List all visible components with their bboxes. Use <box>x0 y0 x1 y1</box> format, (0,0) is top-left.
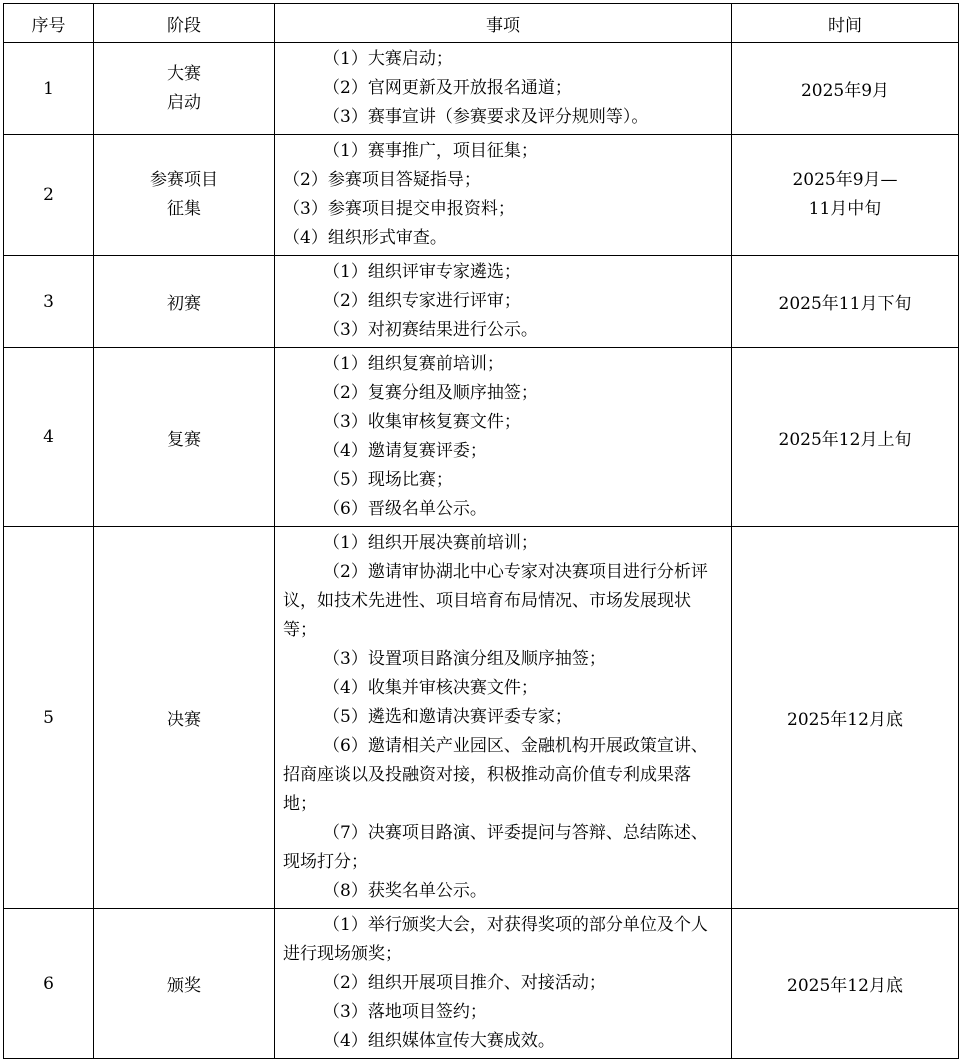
row-items <box>275 527 732 909</box>
item-line: （4）收集并审核决赛文件； <box>323 678 538 698</box>
header-no: 序号 <box>4 4 94 43</box>
table-row <box>4 43 959 135</box>
header-time: 时间 <box>732 4 959 43</box>
row-stage <box>94 135 275 256</box>
item-line: （3）对初赛结果进行公示。 <box>323 320 538 340</box>
item-line: （4）组织形式审查。 <box>283 228 447 248</box>
row-stage <box>94 43 275 135</box>
header-stage: 阶段 <box>94 4 275 43</box>
table-row <box>4 909 959 1059</box>
item-line: （3）落地项目签约； <box>323 1002 487 1022</box>
table-row <box>4 256 959 348</box>
row-time <box>732 135 959 256</box>
item-line: （5）遴选和邀请决赛评委专家； <box>323 707 572 727</box>
row-stage: 决赛 <box>94 527 275 909</box>
item-line: （3）赛事宣讲（参赛要求及评分规则等）。 <box>323 107 649 127</box>
row-time: 2025年12月底 <box>732 909 959 1059</box>
row-no: 1 <box>4 43 94 135</box>
time-line: 11月中旬 <box>808 199 882 219</box>
row-items <box>275 135 732 256</box>
header-items: 事项 <box>275 4 732 43</box>
item-line: （4）邀请复赛评委； <box>323 441 487 461</box>
item-line: （6）晋级名单公示。 <box>323 499 487 519</box>
item-line: （3）参赛项目提交申报资料； <box>283 199 515 219</box>
row-items <box>275 348 732 527</box>
row-stage: 复赛 <box>94 348 275 527</box>
schedule-table <box>3 3 959 1059</box>
stage-line: 参赛项目 <box>150 170 218 190</box>
item-line: （7）决赛项目路演、评委提问与答辩、总结陈述、现场打分； <box>283 823 708 872</box>
item-line: （1）组织评审专家遴选； <box>323 262 521 282</box>
item-line: （2）参赛项目答疑指导； <box>283 170 481 190</box>
item-line: （2）官网更新及开放报名通道； <box>323 78 572 98</box>
item-line: （3）设置项目路演分组及顺序抽签； <box>323 649 606 669</box>
item-line: （1）组织开展决赛前培训； <box>323 533 538 553</box>
table-row <box>4 527 959 909</box>
row-items <box>275 256 732 348</box>
item-line: （1）举行颁奖大会，对获得奖项的部分单位及个人进行现场颁奖； <box>283 915 708 964</box>
row-time: 2025年12月底 <box>732 527 959 909</box>
row-time: 2025年12月上旬 <box>732 348 959 527</box>
item-line: （1）赛事推广，项目征集； <box>323 141 538 161</box>
row-items <box>275 43 732 135</box>
table-row <box>4 348 959 527</box>
row-stage: 颁奖 <box>94 909 275 1059</box>
item-line: （2）组织开展项目推介、对接活动； <box>323 973 606 993</box>
item-line: （4）组织媒体宣传大赛成效。 <box>323 1031 555 1051</box>
item-line: （3）收集审核复赛文件； <box>323 412 521 432</box>
row-time: 2025年11月下旬 <box>732 256 959 348</box>
item-line: （2）复赛分组及顺序抽签； <box>323 383 538 403</box>
time-line: 2025年9月— <box>792 170 898 190</box>
row-stage: 初赛 <box>94 256 275 348</box>
item-line: （8）获奖名单公示。 <box>323 881 487 901</box>
header-row <box>4 4 959 43</box>
item-line: （1）大赛启动； <box>323 49 453 69</box>
row-no: 5 <box>4 527 94 909</box>
item-line: （2）组织专家进行评审； <box>323 291 521 311</box>
row-time: 2025年9月 <box>732 43 959 135</box>
item-line: （1）组织复赛前培训； <box>323 354 504 374</box>
table-row <box>4 135 959 256</box>
row-items <box>275 909 732 1059</box>
stage-line: 启动 <box>167 92 201 113</box>
item-line: （2）邀请审协湖北中心专家对决赛项目进行分析评议，如技术先进性、项目培育布局情况、市场发展现状等； <box>283 562 708 640</box>
row-no: 2 <box>4 135 94 256</box>
stage-line: 大赛 <box>167 63 201 84</box>
item-line: （6）邀请相关产业园区、金融机构开展政策宣讲、招商座谈以及投融资对接，积极推动高价值专利成果落地； <box>283 736 708 814</box>
stage-line: 征集 <box>167 199 201 219</box>
row-no: 3 <box>4 256 94 348</box>
item-line: （5）现场比赛； <box>323 470 453 490</box>
row-no: 4 <box>4 348 94 527</box>
row-no: 6 <box>4 909 94 1059</box>
